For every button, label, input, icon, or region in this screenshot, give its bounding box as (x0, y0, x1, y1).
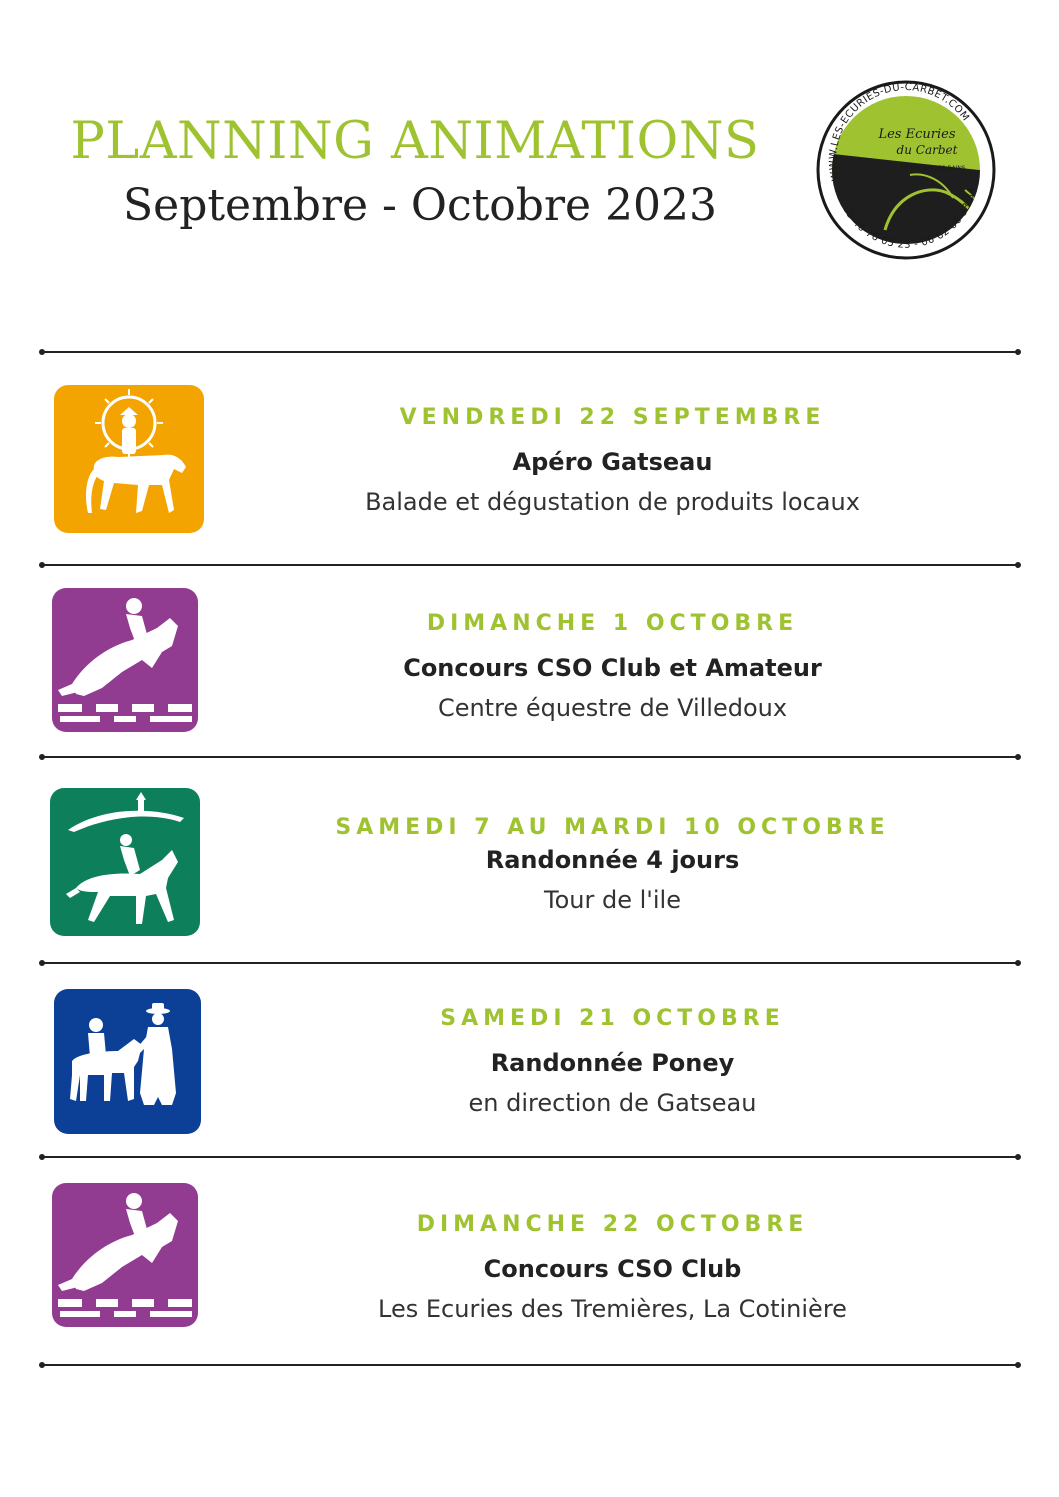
separator-line (42, 1156, 1018, 1158)
logo-name-2: du Carbet (896, 143, 958, 157)
logo-phones: 05 46 76 05 23 - 06 62 66 33 34 (840, 186, 979, 251)
event-4 (250, 1004, 975, 1120)
show-jumping-icon (52, 588, 198, 732)
event-description: Centre équestre de Villedoux (437, 694, 788, 722)
jester-rider-icon (54, 385, 204, 533)
event-date: SAMEDI 21 OCTOBRE (440, 1006, 785, 1031)
page-title: PLANNING ANIMATIONS (70, 112, 760, 171)
separator-line (42, 1364, 1018, 1366)
page-subtitle: Septembre - Octobre 2023 (123, 180, 717, 231)
event-name: Randonnée 4 jours (485, 846, 740, 874)
event-date: VENDREDI 22 SEPTEMBRE (399, 405, 826, 430)
event-name: Concours CSO Club (483, 1255, 742, 1283)
event-date: SAMEDI 7 AU MARDI 10 OCTOBRE (335, 815, 890, 840)
ecuries-carbet-logo (815, 80, 997, 260)
event-name: Randonnée Poney (490, 1049, 735, 1077)
event-description: en direction de Gatseau (468, 1089, 757, 1117)
event-date: DIMANCHE 1 OCTOBRE (426, 611, 799, 636)
event-description: Balade et dégustation de produits locaux (365, 488, 860, 516)
separator-line (42, 962, 1018, 964)
logo-town: ST TROJAN LES BAINS (900, 165, 966, 172)
event-description: Tour de l'ile (544, 886, 681, 914)
event-description: Les Ecuries des Tremières, La Cotinière (378, 1295, 847, 1323)
event-name: Apéro Gatseau (512, 448, 713, 476)
trail-ride-icon (50, 788, 200, 936)
event-3 (250, 813, 975, 917)
event-name: Concours CSO Club et Amateur (403, 654, 822, 682)
event-1 (250, 403, 975, 519)
pony-walk-icon (54, 989, 201, 1134)
event-2 (250, 609, 975, 725)
event-5 (250, 1210, 975, 1326)
event-date: DIMANCHE 22 OCTOBRE (416, 1212, 809, 1237)
separator-line (42, 351, 1018, 353)
show-jumping-icon (52, 1183, 198, 1327)
logo-url: WWW.LES-ECURIES-DU-CARBET.COM (827, 82, 972, 182)
separator-line (42, 564, 1018, 566)
separator-line (42, 756, 1018, 758)
logo-name-1: Les Ecuries (878, 127, 956, 142)
